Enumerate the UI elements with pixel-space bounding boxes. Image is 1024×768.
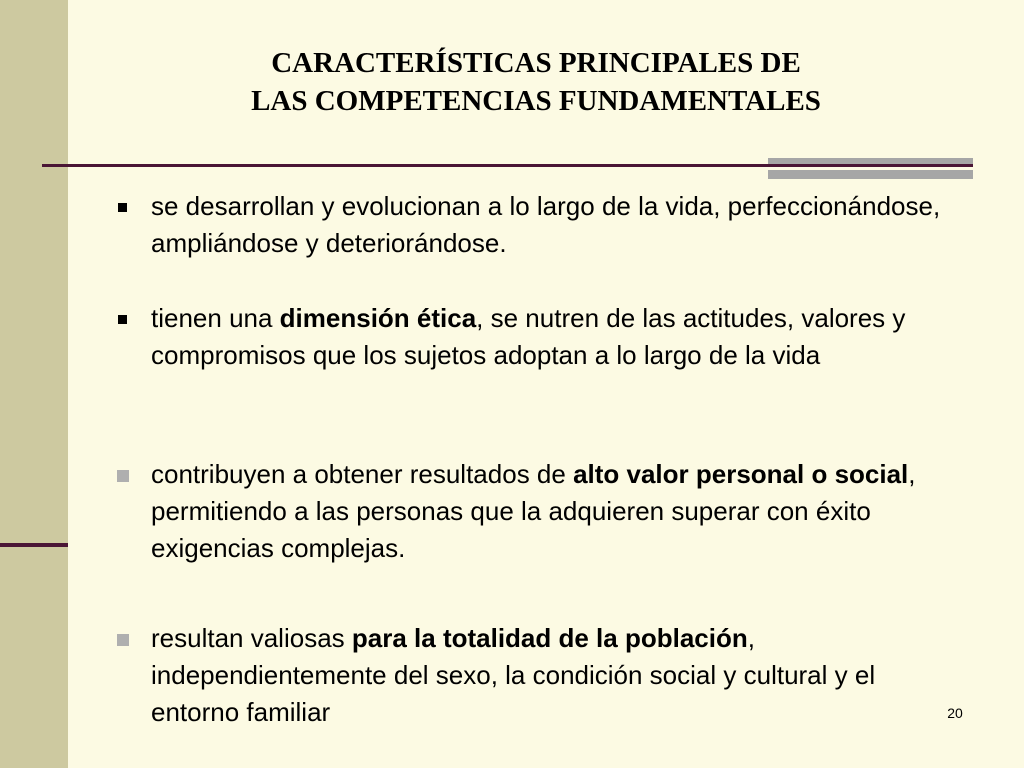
bullet-marker: [118, 188, 151, 262]
title-line-1: CARACTERÍSTICAS PRINCIPALES DE: [271, 47, 801, 79]
title-line-2: LAS COMPETENCIAS FUNDAMENTALES: [251, 85, 821, 117]
header-accent-bar-bottom: [768, 170, 973, 179]
bullet-text: contribuyen a obtener resultados de alto valor personal o social, permitiendo a las personas que la adquieren superar con éxito exigencias complejas.: [151, 459, 916, 563]
bullet-text: se desarrollan y evolucionan a lo largo de la vida, perfeccionándose, ampliándose y deteriorándose.: [151, 191, 941, 258]
header-rule: [42, 164, 973, 167]
bullet-text: resultan valiosas para la totalidad de la población, independientemente del sexo, la condición social y cultural y el entorno familiar: [151, 623, 876, 727]
bullet-item-3: [118, 456, 948, 567]
bullet-item-2: [118, 300, 948, 374]
bullet-item-4: [118, 620, 948, 731]
bullet-marker: [118, 300, 151, 374]
side-band: [0, 0, 68, 768]
side-rule: [0, 543, 68, 547]
slide-title: [68, 44, 1004, 120]
bullet-marker: [118, 620, 151, 731]
bullet-item-1: [118, 188, 948, 262]
page-number: 20: [947, 705, 963, 721]
bullet-text: tienen una dimensión ética, se nutren de las actitudes, valores y compromisos que los sujetos adoptan a lo largo de la vida: [151, 303, 906, 370]
bullet-marker: [118, 456, 151, 567]
